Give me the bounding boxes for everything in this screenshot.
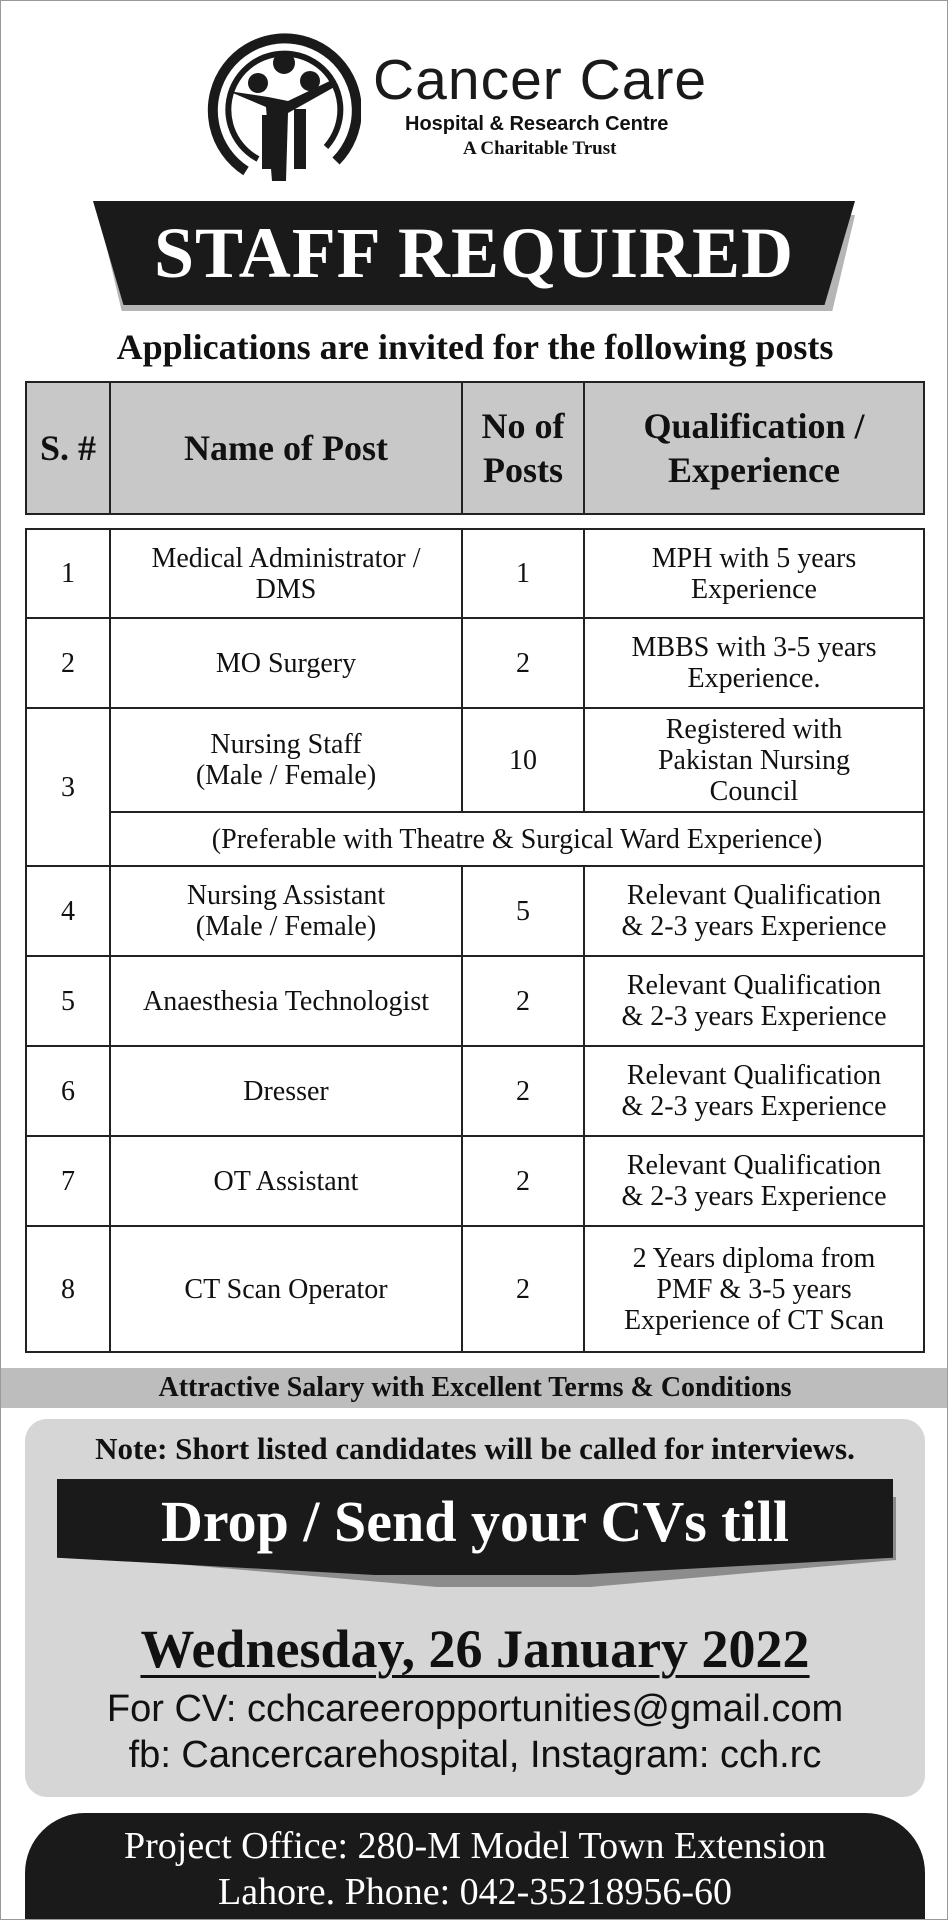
- cell-qualification: [585, 619, 923, 707]
- row-right: [111, 709, 923, 865]
- cell-qual-line: Experience.: [687, 663, 821, 694]
- header-qual-line1: Qualification /: [643, 406, 865, 446]
- cell-qualification: [585, 1227, 923, 1351]
- cell-qual-line: PMF & 3-5 years: [656, 1273, 852, 1305]
- cell-sn: 4: [27, 867, 111, 955]
- cell-qual-line: Experience: [691, 573, 817, 605]
- cell-qual-line: Relevant Qualification: [626, 1060, 882, 1091]
- cell-post: [111, 867, 463, 955]
- cell-count: 2: [463, 619, 585, 707]
- cell-qual-line: & 2-3 years Experience: [621, 1091, 887, 1122]
- cell-sn: 3: [27, 709, 111, 865]
- table-row: [27, 1047, 923, 1137]
- cell-qualification: [585, 867, 923, 955]
- brand-block: [373, 49, 793, 161]
- cell-qual-line: Pakistan Nursing: [657, 744, 851, 776]
- cell-sn: 7: [27, 1137, 111, 1225]
- cell-count: 2: [463, 1137, 585, 1225]
- table-row: [27, 1137, 923, 1227]
- cell-count: 2: [463, 957, 585, 1045]
- cell-qualification: [585, 1047, 923, 1135]
- salary-strip: Attractive Salary with Excellent Terms & Conditions: [1, 1368, 948, 1408]
- cell-post-line: (Male / Female): [195, 760, 377, 791]
- header-posts-line2: Posts: [483, 450, 563, 490]
- table-row: [27, 957, 923, 1047]
- cell-qual-line: Registered with: [665, 713, 843, 745]
- posts-table: [25, 528, 925, 1353]
- invite-text: Applications are invited for the following posts: [116, 327, 834, 367]
- footer-address: [25, 1813, 925, 1920]
- cell-count: 2: [463, 1227, 585, 1351]
- cell-sn: 6: [27, 1047, 111, 1135]
- footer-line2: Lahore. Phone: 042-35218956-60: [218, 1871, 732, 1913]
- cell-qual-line: 2 Years diploma from: [632, 1242, 876, 1274]
- cancer-care-logo-icon: [206, 21, 361, 193]
- cv-email: For CV: cchcareeropportunities@gmail.com: [106, 1688, 844, 1730]
- cell-note: (Preferable with Theatre & Surgical Ward Experience): [211, 823, 823, 855]
- cell-qualification: [585, 709, 923, 811]
- cell-post: CT Scan Operator: [111, 1227, 463, 1351]
- cell-qualification: [585, 957, 923, 1045]
- footer-line1: Project Office: 280-M Model Town Extension: [124, 1825, 826, 1867]
- brand-name: Cancer Care: [373, 48, 708, 112]
- cell-qual-line: Experience of CT Scan: [624, 1304, 884, 1336]
- banner-title: STAFF REQUIRED: [153, 213, 795, 293]
- cell-qual-line: & 2-3 years Experience: [621, 1001, 887, 1032]
- header-sn: S. #: [27, 383, 111, 513]
- header: [1, 21, 948, 196]
- cell-post: OT Assistant: [111, 1137, 463, 1225]
- cell-qual-line: Council: [709, 775, 799, 807]
- drop-cv-heading: Drop / Send your CVs till: [161, 1489, 789, 1554]
- cell-post-line: DMS: [255, 573, 317, 605]
- cell-post: Dresser: [111, 1047, 463, 1135]
- header-qual-line2: Experience: [668, 450, 840, 490]
- brand-subtitle: Hospital & Research Centre: [405, 113, 669, 135]
- cell-count: 5: [463, 867, 585, 955]
- table-row: [27, 867, 923, 957]
- interview-note: Note: Short listed candidates will be called for interviews.: [95, 1431, 855, 1466]
- cell-post-line: Nursing Staff: [210, 729, 362, 760]
- table-row: [27, 530, 923, 619]
- cell-sn: 2: [27, 619, 111, 707]
- cell-sn: 1: [27, 530, 111, 617]
- deadline-date: [25, 1617, 925, 1681]
- social-handles: fb: Cancercarehospital, Instagram: cch.rc: [128, 1734, 822, 1776]
- cell-post: [111, 709, 463, 811]
- table-row: [27, 619, 923, 709]
- cell-qualification: [585, 1137, 923, 1225]
- header-posts-line1: No of: [481, 406, 565, 446]
- brand-trust: A Charitable Trust: [463, 138, 617, 159]
- table-header: [25, 381, 925, 515]
- cell-qual-line: & 2-3 years Experience: [621, 911, 887, 942]
- header-posts: [463, 383, 585, 513]
- cell-qualification: [585, 530, 923, 617]
- cell-post: [111, 530, 463, 617]
- submission-box: [25, 1419, 925, 1797]
- cell-post-line: (Male / Female): [195, 911, 377, 942]
- cell-count: 2: [463, 1047, 585, 1135]
- table-row: [27, 1227, 923, 1351]
- cell-sn: 5: [27, 957, 111, 1045]
- cell-post-line: Medical Administrator /: [151, 542, 421, 574]
- staff-required-banner: [93, 201, 855, 313]
- row-top: [111, 709, 923, 813]
- cell-post: Anaesthesia Technologist: [111, 957, 463, 1045]
- deadline-date-text: Wednesday, 26 January 2022: [140, 1619, 810, 1679]
- header-post: Name of Post: [111, 383, 463, 513]
- cell-post-line: Nursing Assistant: [186, 880, 386, 911]
- header-qualification: [585, 383, 923, 513]
- cell-qual-line: Relevant Qualification: [626, 1150, 882, 1181]
- cell-qual-line: Relevant Qualification: [626, 970, 882, 1001]
- cell-count: 10: [463, 709, 585, 811]
- cell-qual-line: MBBS with 3-5 years: [631, 632, 877, 663]
- cell-qual-line: & 2-3 years Experience: [621, 1181, 887, 1212]
- cell-qual-line: MPH with 5 years: [651, 542, 857, 574]
- cell-count: 1: [463, 530, 585, 617]
- table-row: [27, 709, 923, 867]
- cell-post: MO Surgery: [111, 619, 463, 707]
- cell-qual-line: Relevant Qualification: [626, 880, 882, 911]
- cell-sn: 8: [27, 1227, 111, 1351]
